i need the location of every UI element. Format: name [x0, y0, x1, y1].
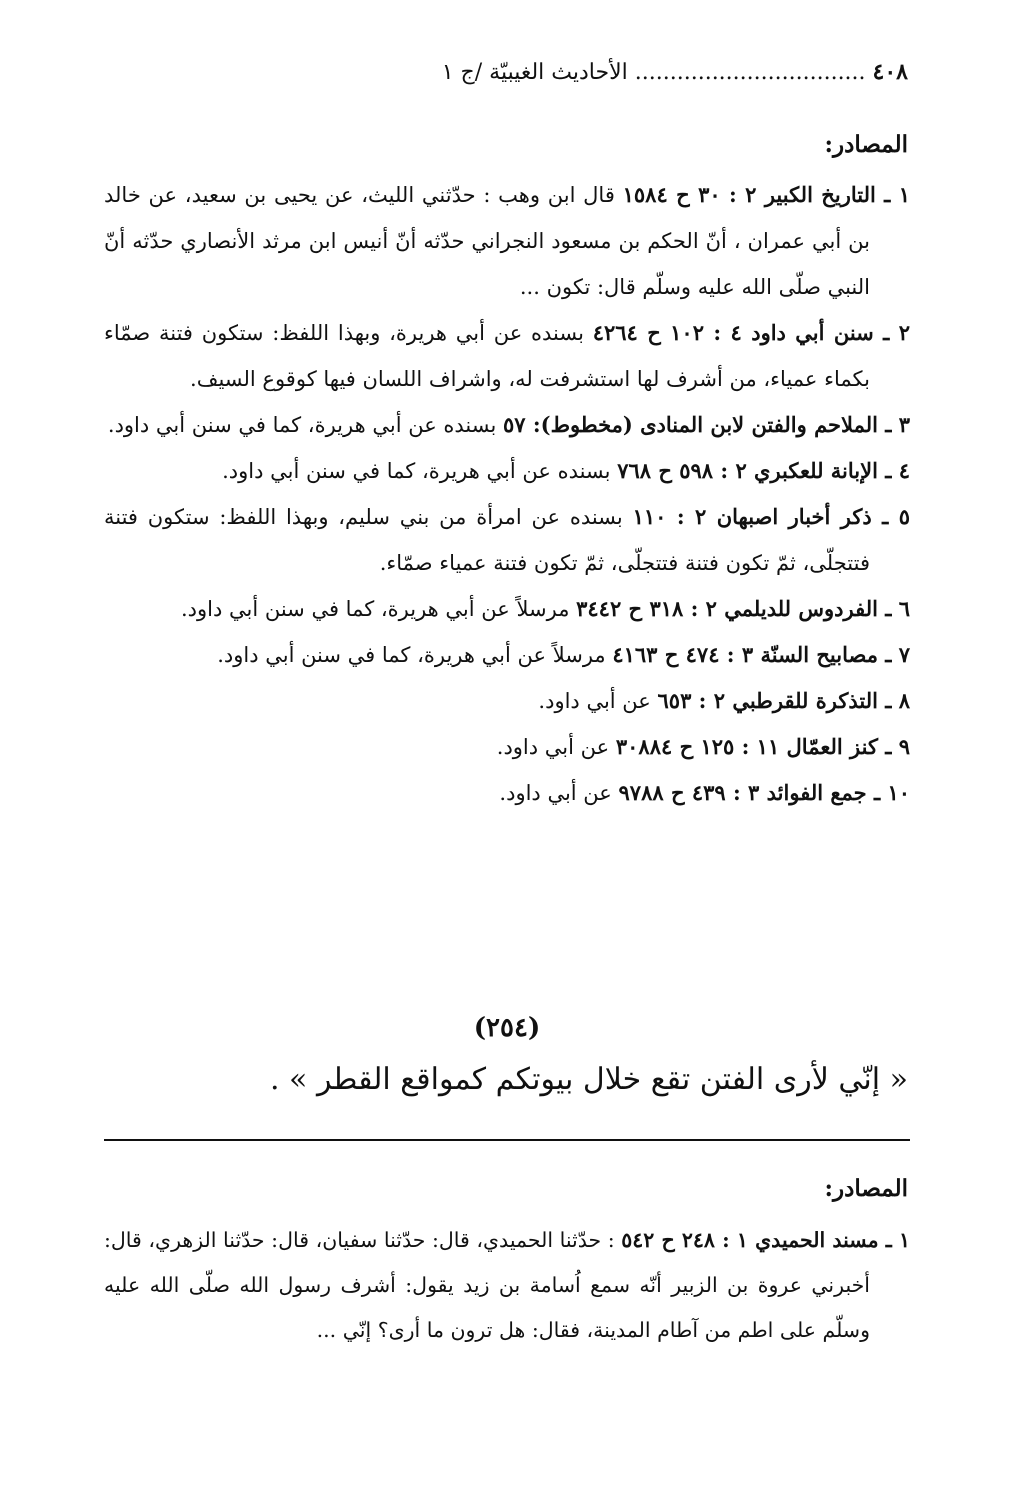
hadith-number: (٢٥٤)	[473, 1013, 541, 1043]
hadith-text: « إنّي لأرى الفتن تقع خلال بيوتكم كمواقع القطر » .	[269, 1062, 908, 1097]
source-item	[104, 310, 910, 402]
source-note: : حدّثنا الحميدي، قال: حدّثنا سفيان، قال: حدّثنا الزهري، قال: أخبرني عروة بن الزبير أنّه سمع اُسامة بن زيد يقول: أشرف رسول الله صلّى الله عليه وسلّم على اطم من آطام المدينة، فقال: هل ترون ما أرى؟ إنّي ...	[104, 1228, 870, 1342]
source-citation: ٤ ـ الإبانة للعكبري ٢ : ٥٩٨ ح ٧٦٨	[617, 458, 910, 483]
divider-rule	[104, 1139, 910, 1141]
source-item	[104, 172, 910, 310]
source-citation: ١ ـ مسند الحميدي ١ : ٢٤٨ ح ٥٤٢	[621, 1228, 910, 1252]
source-citation: ٨ ـ التذكرة للقرطبي ٢ : ٦٥٣	[657, 688, 910, 713]
source-citation: ٦ ـ الفردوس للديلمي ٢ : ٣١٨ ح ٣٤٤٢	[576, 596, 910, 621]
source-citation: ٩ ـ كنز العمّال ١١ : ١٢٥ ح ٣٠٨٨٤	[615, 734, 910, 759]
sources-heading-2: المصادر:	[824, 1175, 908, 1202]
source-item	[104, 586, 910, 632]
source-item	[104, 632, 910, 678]
source-item	[104, 770, 910, 816]
source-item	[104, 402, 910, 448]
book-title: الأحاديث الغيبيّة /ج ١	[441, 60, 628, 85]
source-citation: ٣ ـ الملاحم والفتن لابن المنادى (مخطوط): ٥٧	[503, 412, 910, 437]
source-note: قال ابن وهب : حدّثني الليث، عن يحيى بن سعيد، عن خالد بن أبي عمران ، أنّ الحكم بن مسعود النجراني حدّثه أنّ أنيس ابن مرثد الأنصاري حدّثه أنّ النبي صلّى الله عليه وسلّم قال: تكون ...	[104, 183, 870, 299]
page-number: ٤٠٨	[872, 59, 908, 85]
source-citation: ١ ـ التاريخ الكبير ٢ : ٣٠ ح ١٥٨٤	[622, 182, 911, 207]
sources-heading: المصادر:	[824, 131, 908, 158]
source-note: مرسلاً عن أبي هريرة، كما في سنن أبي داود.	[180, 597, 577, 621]
source-note: بسنده عن امرأة من بني سليم، وبهذا اللفظ: ستكون فتنة فتتجلّى، ثمّ تكون فتنة فتتجلّى، ثمّ تكون فتنة عمياء صمّاء.	[104, 505, 870, 575]
source-item	[104, 678, 910, 724]
source-note: عن أبي داود.	[499, 781, 619, 805]
source-note: بسنده عن أبي هريرة، وبهذا اللفظ: ستكون فتنة صمّاء بكماء عمياء، من أشرف لها استشرفت له، واشراف اللسان فيها كوقوع السيف.	[104, 321, 870, 391]
sources-list	[104, 172, 910, 816]
source-item	[104, 494, 910, 586]
source-note: عن أبي داود.	[496, 735, 616, 759]
source-note: بسنده عن أبي هريرة، كما في سنن أبي داود.	[222, 459, 618, 483]
source-note: بسنده عن أبي هريرة، كما في سنن أبي داود.	[107, 413, 504, 437]
leader-dots: .................................	[634, 60, 866, 85]
sources-list-2	[104, 1218, 910, 1353]
source-citation: ١٠ ـ جمع الفوائد ٣ : ٤٣٩ ح ٩٧٨٨	[618, 780, 910, 805]
running-head	[108, 52, 908, 92]
source-item	[104, 724, 910, 770]
source-citation: ٢ ـ سنن أبي داود ٤ : ١٠٢ ح ٤٢٦٤	[592, 320, 911, 345]
source-citation: ٥ ـ ذكر أخبار اصبهان ٢ : ١١٠	[632, 504, 911, 529]
source-item	[104, 1218, 910, 1353]
source-citation: ٧ ـ مصابيح السنّة ٣ : ٤٧٤ ح ٤١٦٣	[612, 642, 910, 667]
source-note: مرسلاً عن أبي هريرة، كما في سنن أبي داود.	[217, 643, 613, 667]
source-note: عن أبي داود.	[538, 689, 658, 713]
source-item	[104, 448, 910, 494]
